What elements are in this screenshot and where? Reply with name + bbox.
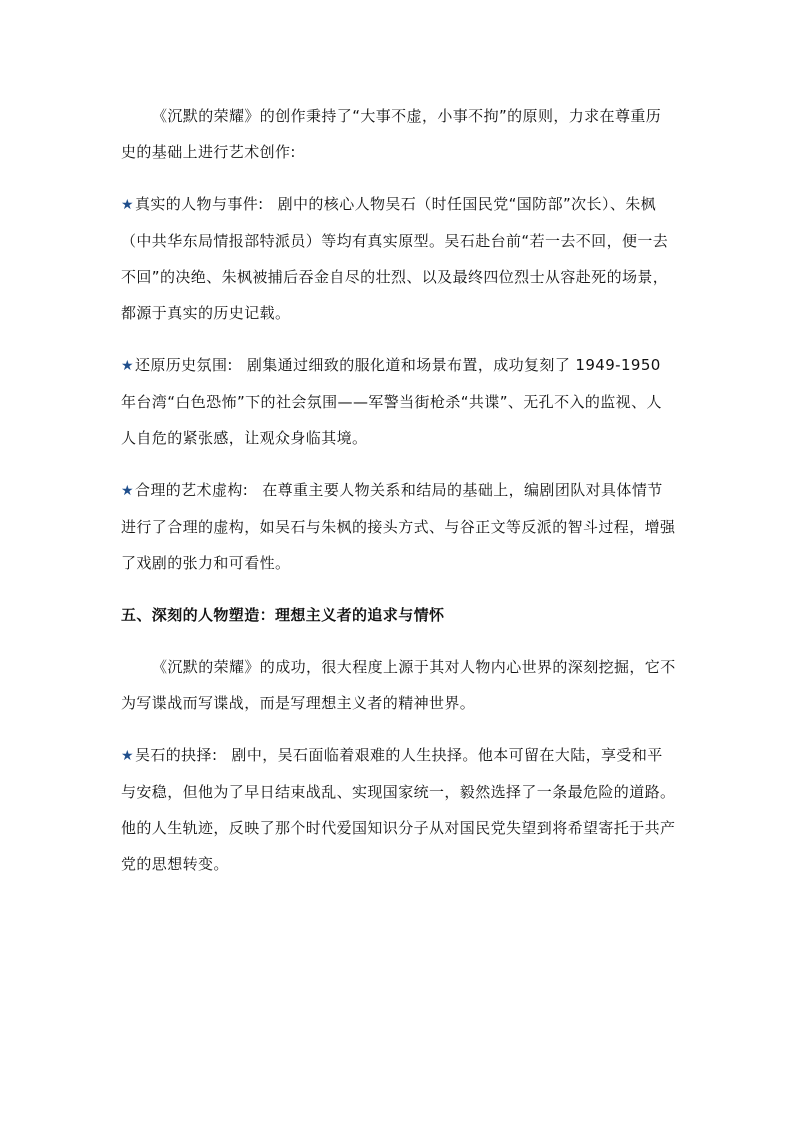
point-text: 剧集通过细致的服化道和场景布置，成功复刻了 1949-1950 年台湾“白色恐怖”下的社会氛围——军警当街枪杀“共谍”、无孔不入的监视、人人自危的紧张感，让观众身临其境。 bbox=[121, 356, 662, 447]
star-icon: ★ bbox=[121, 483, 134, 499]
point-wu-shi-choice bbox=[121, 737, 676, 882]
point-text: 在尊重主要人物关系和结局的基础上，编剧团队对具体情节进行了合理的虚构，如吴石与朱枫的接头方式、与谷正文等反派的智斗过程，增强了戏剧的张力和可看性。 bbox=[121, 481, 676, 572]
point-historical-atmosphere bbox=[121, 347, 676, 456]
star-icon: ★ bbox=[121, 358, 134, 374]
point-real-people-events bbox=[121, 186, 676, 331]
point-artistic-fiction bbox=[121, 472, 676, 581]
section-intro-paragraph: 《沉默的荣耀》的成功，很大程度上源于其对人物内心世界的深刻挖掘，它不为写谍战而写谍战，而是写理想主义者的精神世界。 bbox=[121, 658, 676, 712]
intro-paragraph: 《沉默的荣耀》的创作秉持了“大事不虚，小事不拘”的原则，力求在尊重历史的基础上进行艺术创作: bbox=[121, 107, 662, 161]
star-icon: ★ bbox=[121, 748, 134, 764]
point-lead: 吴石的抉择: bbox=[134, 746, 218, 764]
point-lead: 合理的艺术虚构: bbox=[134, 481, 249, 499]
point-lead: 还原历史氛围: bbox=[134, 356, 233, 374]
point-text: 剧中，吴石面临着艰难的人生抉择。他本可留在大陆，享受和平与安稳，但他为了早日结束战乱、实现国家统一，毅然选择了一条最危险的道路。他的人生轨迹，反映了那个时代爱国知识分子从对国民党失望到将希望寄托于共产党的思想转变。 bbox=[121, 746, 676, 873]
star-icon: ★ bbox=[121, 197, 134, 213]
document-body bbox=[121, 98, 676, 898]
point-text: 剧中的核心人物吴石（时任国民党“国防部”次长）、朱枫（中共华东局情报部特派员）等均有真实原型。吴石赴台前“若一去不回，便一去不回”的决绝、朱枫被捕后吞金自尽的壮烈、以及最终四位烈士从容赴死的场景，都源于真实的历史记载。 bbox=[121, 195, 669, 322]
section-heading: 五、深刻的人物塑造：理想主义者的追求与情怀 bbox=[121, 606, 445, 624]
point-lead: 真实的人物与事件: bbox=[134, 195, 264, 213]
